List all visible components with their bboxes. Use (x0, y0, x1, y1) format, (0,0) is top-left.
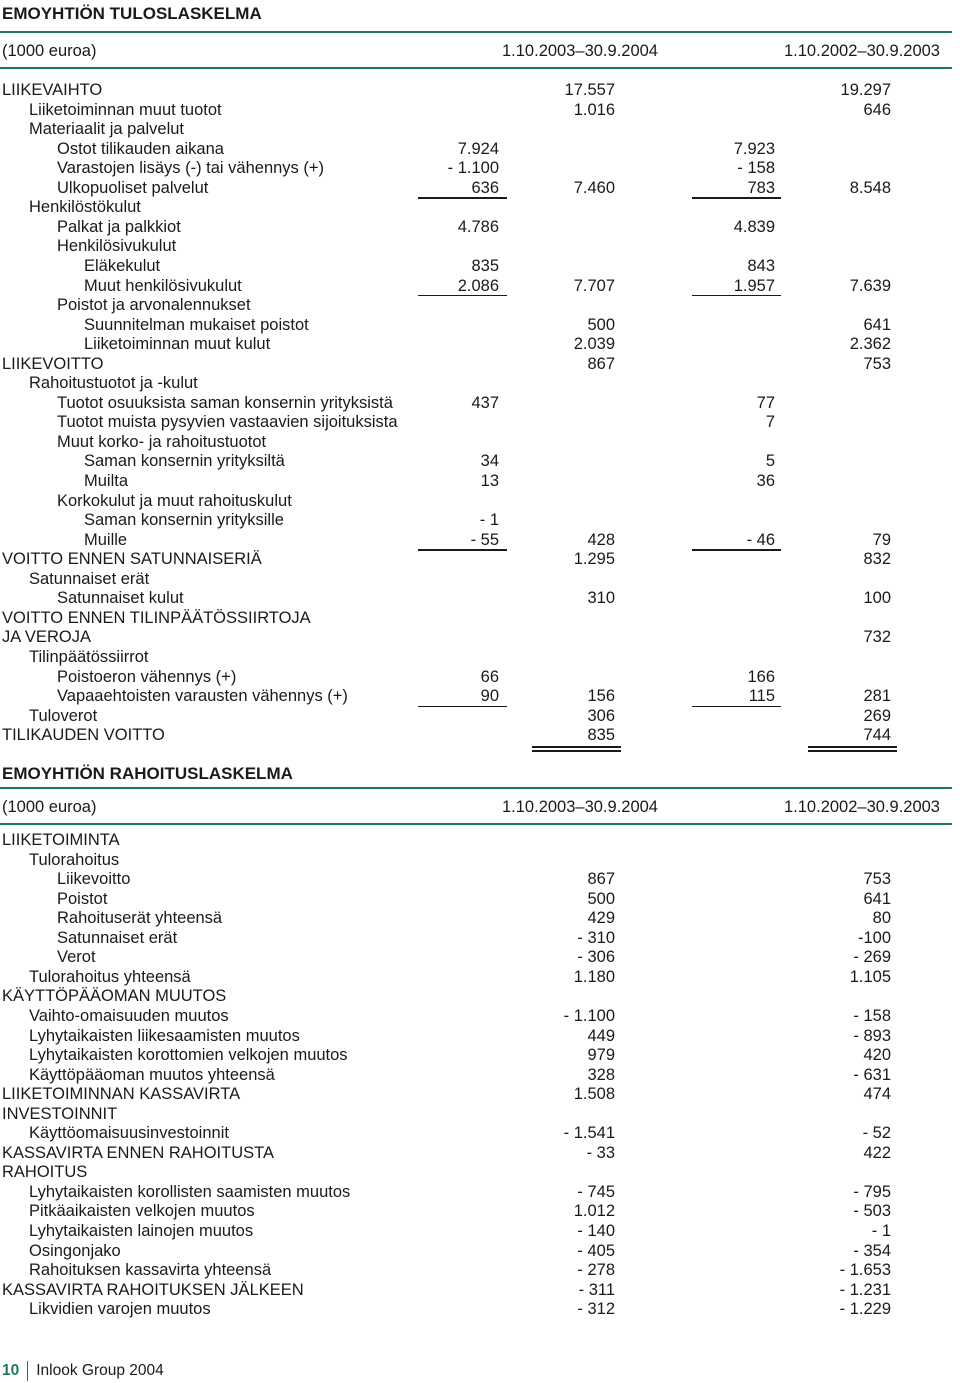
row-value-c3: 77 (756, 393, 775, 412)
statement-row (0, 668, 960, 688)
statement-row (0, 198, 960, 218)
statement-row (0, 628, 960, 648)
row-value-c2: 7.707 (573, 276, 615, 295)
row-value-c1: - 55 (470, 530, 499, 549)
statement-row (0, 1163, 960, 1183)
row-label: Eläkekulut (84, 256, 161, 275)
row-label: Verot (57, 948, 96, 967)
cashflow-title-rule (0, 787, 952, 789)
row-label: Vaihto-omaisuuden muutos (29, 1006, 229, 1025)
row-value-c2: 979 (587, 1046, 615, 1065)
row-label: Liiketoiminnan muut kulut (84, 335, 271, 354)
row-value-c4: 646 (863, 100, 891, 119)
row-label: Palkat ja palkkiot (57, 217, 181, 236)
row-value-c4: - 354 (853, 1241, 891, 1260)
row-value-c4: 732 (863, 628, 891, 647)
row-value-c2: 328 (587, 1065, 615, 1084)
row-label: Muut korko- ja rahoitustuotot (57, 432, 267, 451)
footer-divider (27, 1361, 28, 1381)
cashflow-header-period-current: 1.10.2003–30.9.2004 (502, 798, 658, 816)
row-value-c1: 90 (480, 687, 499, 706)
row-label: Ulkopuoliset palvelut (57, 178, 209, 197)
statement-row (0, 218, 960, 238)
row-label: KÄYTTÖPÄÄOMAN MUUTOS (2, 987, 227, 1006)
statement-row (0, 433, 960, 453)
row-label: TILIKAUDEN VOITTO (2, 726, 165, 745)
row-label: Henkilöstökulut (29, 198, 141, 217)
row-label: Liiketoiminnan muut tuotot (29, 100, 222, 119)
row-value-c2: - 140 (577, 1222, 615, 1240)
row-value-c2: 156 (587, 687, 615, 706)
row-label: KASSAVIRTA RAHOITUKSEN JÄLKEEN (2, 1280, 304, 1299)
statement-row (0, 589, 960, 609)
row-value-c1: 835 (471, 256, 499, 275)
row-label: Likvidien varojen muutos (29, 1300, 211, 1319)
row-value-c4: 744 (863, 726, 891, 745)
row-label: Korkokulut ja muut rahoituskulut (57, 491, 292, 510)
cashflow-header-unit: (1000 euroa) (2, 798, 97, 816)
statement-row (0, 1046, 960, 1066)
statement-row (0, 1066, 960, 1086)
row-value-c1: 13 (480, 472, 499, 490)
row-label: VOITTO ENNEN TILINPÄÄTÖSSIIRTOJA (2, 608, 311, 627)
statement-row (0, 1222, 960, 1242)
row-value-c3: 1.957 (733, 276, 775, 295)
row-value-c4: 753 (863, 870, 891, 889)
row-value-c4: 420 (863, 1046, 891, 1065)
row-value-c4: 641 (863, 315, 891, 334)
statement-row (0, 1300, 960, 1320)
row-label: Tilinpäätössiirrot (29, 647, 149, 666)
row-label: Poistot (57, 889, 108, 908)
row-label: Muut henkilösivukulut (84, 276, 242, 295)
page-footer (2, 1361, 164, 1381)
row-label: LIIKETOIMINTA (2, 831, 120, 849)
statement-row (0, 707, 960, 727)
row-label: LIIKETOIMINNAN KASSAVIRTA (2, 1085, 241, 1104)
row-label: INVESTOINNIT (2, 1104, 118, 1123)
statement-row (0, 1105, 960, 1125)
row-value-c2: - 405 (577, 1241, 615, 1260)
row-value-c4: - 269 (853, 948, 891, 967)
statement-row (0, 394, 960, 414)
statement-row (0, 296, 960, 316)
row-value-c3: 843 (747, 256, 775, 275)
statement-row (0, 335, 960, 355)
statement-row (0, 687, 960, 707)
row-value-c2: - 312 (577, 1300, 615, 1319)
row-label: VOITTO ENNEN SATUNNAISERIÄ (2, 550, 262, 569)
row-value-c2: 1.016 (573, 100, 615, 119)
row-value-c2: 867 (587, 870, 615, 889)
row-value-c3: 115 (748, 687, 775, 706)
row-value-c4: - 503 (853, 1202, 891, 1221)
statement-row (0, 374, 960, 394)
statement-row (0, 870, 960, 890)
income-title-rule (0, 31, 952, 33)
row-value-c4: 269 (863, 706, 891, 725)
row-value-c2: 429 (587, 909, 615, 928)
statement-row (0, 140, 960, 160)
row-label: Käyttöomaisuusinvestoinnit (29, 1124, 229, 1143)
row-value-c4: 753 (863, 354, 891, 373)
statement-row (0, 726, 960, 746)
row-value-c2: 2.039 (573, 335, 615, 354)
row-value-c2: 500 (587, 889, 615, 908)
row-value-c2: 428 (587, 530, 615, 549)
statement-row (0, 1202, 960, 1222)
statement-row (0, 987, 960, 1007)
row-label: Rahoitustuotot ja -kulut (29, 374, 198, 393)
statement-row (0, 101, 960, 121)
statement-row (0, 968, 960, 988)
statement-row (0, 492, 960, 512)
row-label: RAHOITUS (2, 1163, 88, 1182)
statement-row (0, 316, 960, 336)
row-value-c2: - 278 (577, 1261, 615, 1280)
statement-row (0, 452, 960, 472)
statement-row (0, 1124, 960, 1144)
row-value-c4: 832 (863, 550, 891, 569)
row-label: Suunnitelman mukaiset poistot (84, 315, 309, 334)
statement-row (0, 550, 960, 570)
total-double-underline (532, 750, 621, 751)
row-label: LIIKEVOITTO (2, 354, 104, 373)
row-label: Vapaaehtoisten varausten vähennys (+) (57, 687, 348, 706)
row-label: KASSAVIRTA ENNEN RAHOITUSTA (2, 1143, 275, 1162)
row-value-c4: - 1 (871, 1222, 891, 1240)
row-label: Poistoeron vähennys (+) (57, 667, 237, 686)
row-value-c3: 7 (765, 413, 775, 432)
row-value-c4: 7.639 (849, 276, 891, 295)
statement-row (0, 120, 960, 140)
row-value-c3: 4.839 (733, 217, 775, 236)
row-value-c2: 1.012 (573, 1202, 615, 1221)
row-label: Liikevoitto (57, 870, 131, 889)
row-value-c4: - 1.229 (839, 1300, 891, 1319)
row-label: Poistot ja arvonalennukset (57, 296, 251, 315)
cashflow-header-rule (0, 823, 952, 825)
statement-row (0, 472, 960, 492)
row-label: Tuotot osuuksista saman konsernin yrityksistä (57, 393, 393, 412)
row-label: Materiaalit ja palvelut (29, 120, 184, 139)
total-double-underline (808, 746, 897, 747)
row-label: Lyhytaikaisten korollisten saamisten muutos (29, 1182, 351, 1201)
cashflow-statement-title: EMOYHTIÖN RAHOITUSLASKELMA (2, 764, 293, 783)
row-value-c2: 867 (587, 354, 615, 373)
row-value-c1: 437 (471, 393, 499, 412)
row-label: Lyhytaikaisten liikesaamisten muutos (29, 1026, 300, 1045)
statement-row (0, 609, 960, 629)
row-value-c4: - 1.653 (839, 1261, 891, 1280)
total-double-underline (532, 746, 621, 747)
income-header-period-current: 1.10.2003–30.9.2004 (502, 42, 658, 60)
row-value-c4: 281 (863, 687, 891, 706)
row-label: Muilta (84, 472, 129, 490)
statement-row (0, 531, 960, 551)
total-double-underline (808, 750, 897, 751)
row-value-c3: - 46 (746, 530, 775, 549)
row-value-c2: 500 (587, 315, 615, 334)
row-value-c2: - 311 (578, 1280, 615, 1299)
row-value-c4: 2.362 (849, 335, 891, 354)
row-value-c3: 7.923 (733, 139, 775, 158)
row-value-c4: - 631 (853, 1065, 891, 1084)
row-value-c3: 5 (765, 452, 775, 471)
row-value-c1: 636 (471, 178, 499, 197)
row-value-c4: 80 (872, 909, 891, 928)
statement-row (0, 179, 960, 199)
row-label: Saman konsernin yrityksiltä (84, 452, 285, 471)
row-value-c2: - 33 (586, 1143, 615, 1162)
row-label: Tuloverot (29, 706, 98, 725)
row-label: Satunnaiset erät (57, 928, 178, 947)
row-value-c2: 17.557 (564, 81, 615, 99)
row-value-c2: 449 (587, 1026, 615, 1045)
row-value-c2: - 1.541 (563, 1124, 615, 1143)
statement-row (0, 1261, 960, 1281)
statement-row (0, 355, 960, 375)
row-value-c1: - 1 (479, 511, 499, 530)
row-label: Satunnaiset erät (29, 569, 150, 588)
statement-row (0, 159, 960, 179)
statement-row (0, 1144, 960, 1164)
row-value-c2: 310 (587, 589, 615, 608)
row-value-c2: - 310 (577, 928, 615, 947)
row-value-c4: -100 (857, 928, 891, 947)
row-value-c1: 4.786 (457, 217, 499, 236)
page-number: 10 (2, 1362, 20, 1379)
statement-row (0, 1085, 960, 1105)
statement-row (0, 570, 960, 590)
income-header-rule (0, 67, 952, 69)
row-label: Saman konsernin yrityksille (84, 511, 284, 530)
row-value-c4: 19.297 (840, 81, 891, 99)
row-label: Tulorahoitus yhteensä (29, 967, 191, 986)
row-label: Käyttöpääoman muutos yhteensä (29, 1065, 275, 1084)
row-label: Muille (84, 530, 128, 549)
row-value-c2: 1.508 (573, 1085, 615, 1104)
row-label: Lyhytaikaisten korottomien velkojen muutos (29, 1046, 348, 1065)
row-value-c1: 7.924 (457, 139, 499, 158)
statement-row (0, 277, 960, 297)
row-value-c4: - 52 (862, 1124, 891, 1143)
row-value-c2: 306 (587, 706, 615, 725)
row-value-c1: 66 (480, 667, 499, 686)
statement-row (0, 413, 960, 433)
statement-row (0, 511, 960, 531)
row-label: Satunnaiset kulut (57, 589, 184, 608)
row-value-c4: - 893 (853, 1026, 891, 1045)
row-label: Henkilösivukulut (57, 237, 177, 256)
statement-row (0, 1007, 960, 1027)
row-value-c4: - 795 (853, 1182, 891, 1201)
row-value-c2: 1.180 (573, 967, 615, 986)
statement-row (0, 1183, 960, 1203)
statement-row (0, 648, 960, 668)
row-value-c4: - 1.231 (839, 1280, 891, 1299)
row-label: JA VEROJA (2, 628, 91, 647)
statement-row (0, 1242, 960, 1262)
cashflow-header-period-previous: 1.10.2002–30.9.2003 (784, 798, 940, 816)
row-value-c4: 474 (863, 1085, 891, 1104)
row-value-c3: 783 (747, 178, 775, 197)
row-value-c4: 8.548 (849, 178, 891, 197)
row-label: Tuotot muista pysyvien vastaavien sijoituksista (57, 413, 398, 432)
row-value-c4: 100 (863, 589, 891, 608)
statement-row (0, 1281, 960, 1301)
income-statement-title: EMOYHTIÖN TULOSLASKELMA (2, 4, 262, 23)
statement-row (0, 948, 960, 968)
row-label: LIIKEVAIHTO (2, 81, 103, 99)
row-value-c2: 7.460 (573, 178, 615, 197)
row-label: Rahoituksen kassavirta yhteensä (29, 1261, 272, 1280)
row-value-c4: 641 (863, 889, 891, 908)
row-value-c2: - 745 (577, 1182, 615, 1201)
row-label: Pitkäaikaisten velkojen muutos (29, 1202, 255, 1221)
statement-row (0, 1027, 960, 1047)
row-value-c3: 36 (756, 472, 775, 490)
row-value-c2: - 306 (577, 948, 615, 967)
row-label: Lyhytaikaisten lainojen muutos (29, 1222, 254, 1240)
row-label: Varastojen lisäys (-) tai vähennys (+) (57, 159, 325, 178)
row-value-c2: 835 (587, 726, 615, 745)
row-label: Ostot tilikauden aikana (57, 139, 224, 158)
statement-row (0, 890, 960, 910)
income-header-period-previous: 1.10.2002–30.9.2003 (784, 42, 940, 60)
row-value-c3: 166 (747, 667, 775, 686)
statement-row (0, 851, 960, 871)
statement-row (0, 909, 960, 929)
statement-row (0, 831, 960, 851)
income-header-unit: (1000 euroa) (2, 42, 97, 60)
statement-row (0, 237, 960, 257)
publication-name: Inlook Group 2004 (36, 1362, 164, 1379)
row-value-c2: 1.295 (573, 550, 615, 569)
statement-row (0, 929, 960, 949)
row-value-c1: 34 (480, 452, 499, 471)
row-value-c4: 422 (863, 1143, 891, 1162)
row-value-c3: - 158 (737, 159, 775, 178)
statement-row (0, 81, 960, 101)
row-value-c4: 1.105 (849, 967, 891, 986)
statement-row (0, 257, 960, 277)
row-value-c4: 79 (872, 530, 891, 549)
row-value-c4: - 158 (853, 1006, 891, 1025)
row-label: Tulorahoitus (29, 850, 120, 869)
row-value-c1: 2.086 (457, 276, 499, 295)
row-label: Osingonjako (29, 1241, 121, 1260)
row-label: Rahoituserät yhteensä (57, 909, 223, 928)
row-value-c2: - 1.100 (563, 1006, 615, 1025)
row-value-c1: - 1.100 (447, 159, 499, 178)
